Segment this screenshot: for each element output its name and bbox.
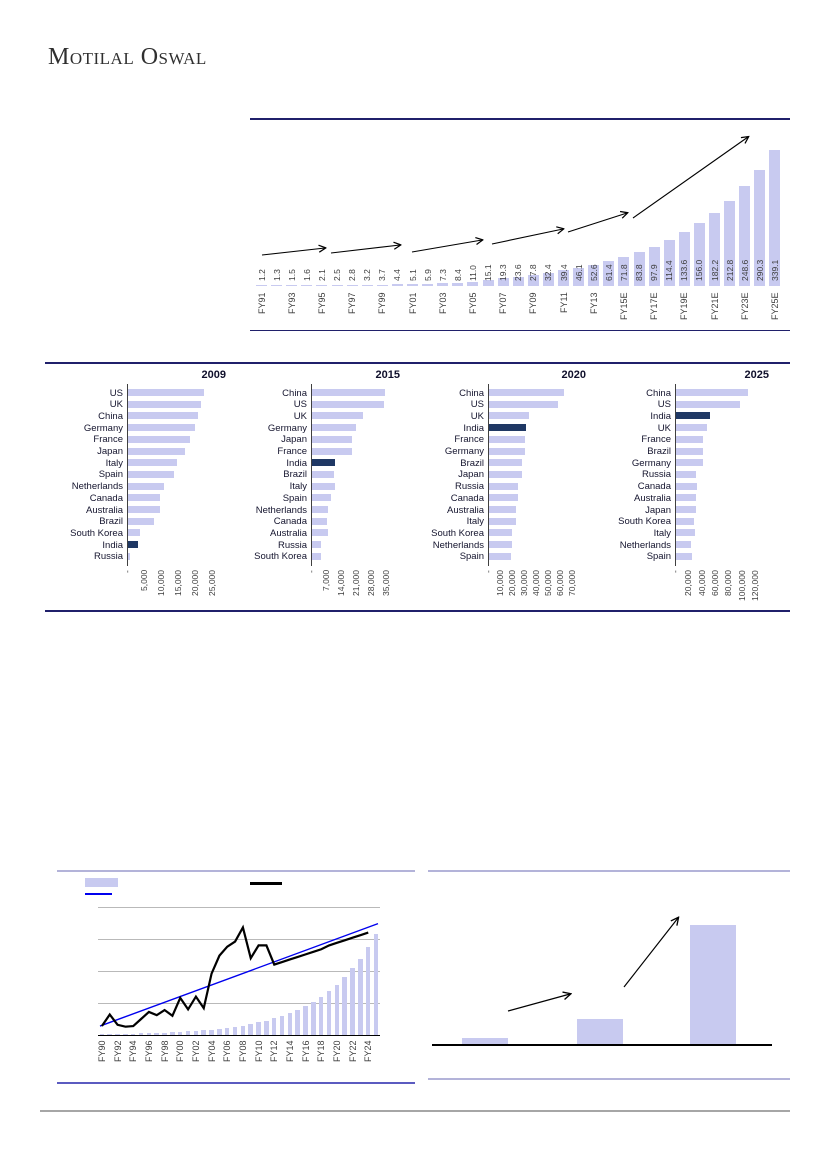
mcap-chart-2025: [45, 364, 790, 610]
country-label-Japan: Japan: [458, 469, 484, 481]
x-tick-2015-0: -: [306, 570, 316, 573]
growth-bar-value-FY00: 4.4: [392, 269, 403, 281]
country-label-France: France: [454, 434, 484, 446]
country-bar-China: [676, 389, 748, 396]
country-label-China: China: [98, 410, 123, 422]
growth-bar-value-FY15E: 71.8: [618, 264, 629, 281]
growth-bar-value-FY02: 5.9: [422, 269, 433, 281]
country-label-UK: UK: [470, 410, 484, 422]
country-label-Canada: Canada: [89, 492, 123, 504]
combo-x-label-FY04: FY04: [206, 1040, 217, 1062]
x-tick-2015-3: 21,000: [351, 570, 361, 596]
x-tick-2009-0: -: [122, 570, 132, 573]
growth-x-label-FY15E: FY15E: [618, 292, 629, 320]
growth-bar-value-FY21E: 182.2: [709, 259, 720, 281]
country-label-Italy: Italy: [653, 527, 671, 539]
country-label-US: US: [109, 387, 123, 399]
growth-bar-value-FY20E: 156.0: [694, 259, 705, 281]
country-label-Canada: Canada: [637, 481, 671, 493]
country-label-Australia: Australia: [447, 504, 484, 516]
growth-bar-value-FY01: 5.1: [407, 269, 418, 281]
country-label-Italy: Italy: [466, 516, 484, 528]
country-label-China: China: [646, 387, 671, 399]
growth-x-label-FY99: FY99: [377, 292, 388, 314]
country-bar-Germany: [676, 459, 702, 466]
x-tick-2020-7: 70,000: [567, 570, 577, 596]
combo-x-label-FY16: FY16: [300, 1040, 311, 1062]
combo-x-label-FY14: FY14: [284, 1040, 295, 1062]
x-tick-2015-4: 28,000: [366, 570, 376, 596]
x-tick-2020-0: -: [483, 570, 493, 573]
growth-x-label-FY03: FY03: [437, 292, 448, 314]
growth-bar-value-FY91: 1.2: [256, 269, 267, 281]
country-label-Australia: Australia: [270, 527, 307, 539]
growth-bar-value-FY17E: 97.9: [649, 264, 660, 281]
country-bar-US: [676, 401, 740, 408]
country-bar-Italy: [676, 529, 694, 536]
country-label-Netherlands: Netherlands: [71, 481, 123, 493]
growth-bar-value-FY07: 19.3: [498, 264, 509, 281]
country-label-Netherlands: Netherlands: [255, 504, 307, 516]
country-bar-Japan: [676, 506, 696, 513]
country-label-Spain: Spain: [459, 551, 484, 563]
growth-bar-value-FY96: 2.5: [332, 269, 343, 281]
combo-lines-overlay: [57, 872, 415, 1082]
country-label-Germany: Germany: [267, 422, 307, 434]
x-tick-2020-3: 30,000: [519, 570, 529, 596]
growth-arrows-overlay: [250, 120, 790, 330]
country-bar-UK: [676, 424, 707, 431]
combo-x-label-FY20: FY20: [331, 1040, 342, 1062]
country-label-India: India: [650, 410, 671, 422]
growth-bar-value-FY03: 7.3: [437, 269, 448, 281]
combo-x-label-FY98: FY98: [159, 1040, 170, 1062]
growth-bar-value-FY05: 11.0: [467, 265, 478, 281]
growth-bar-value-FY98: 3.2: [362, 269, 373, 281]
growth-bar-value-FY04: 8.4: [452, 269, 463, 281]
country-label-Spain: Spain: [646, 551, 671, 563]
x-tick-2020-4: 40,000: [531, 570, 541, 596]
country-label-Spain: Spain: [282, 492, 307, 504]
country-label-Australia: Australia: [634, 492, 671, 504]
x-tick-2015-2: 14,000: [336, 570, 346, 596]
country-label-Germany: Germany: [444, 446, 484, 457]
country-label-China: China: [459, 387, 484, 399]
country-label-Russia: Russia: [641, 469, 671, 481]
country-label-Italy: Italy: [289, 481, 307, 493]
country-label-India: India: [463, 422, 484, 434]
growth-x-label-FY93: FY93: [286, 292, 297, 314]
growth-x-label-FY09: FY09: [528, 292, 539, 314]
x-tick-2025-0: -: [670, 570, 680, 573]
country-label-Canada: Canada: [273, 516, 307, 528]
growth-x-label-FY95: FY95: [316, 292, 327, 314]
footer-divider: [40, 1110, 790, 1112]
x-tick-2025-4: 80,000: [723, 570, 734, 596]
growth-bar-value-FY94: 1.6: [301, 269, 312, 281]
x-tick-2025-3: 60,000: [710, 570, 720, 596]
growth-x-label-FY13: FY13: [588, 292, 599, 314]
combo-x-label-FY94: FY94: [128, 1040, 139, 1062]
x-tick-2015-1: 7,000: [321, 570, 331, 592]
growth-bar-value-FY24E: 290.3: [754, 259, 765, 281]
x-tick-2020-5: 50,000: [543, 570, 553, 596]
country-label-France: France: [93, 434, 123, 446]
growth-bar-value-FY14: 61.4: [603, 264, 614, 281]
growth-bar-value-FY99: 3.7: [377, 269, 388, 281]
combo-x-label-FY00: FY00: [175, 1040, 186, 1062]
x-tick-2025-5: 100,000: [736, 570, 747, 601]
country-bar-Brazil: [676, 448, 702, 455]
growth-bar-value-FY18E: 114.4: [664, 260, 675, 281]
country-label-France: France: [277, 446, 307, 457]
x-tick-2009-2: 10,000: [156, 570, 166, 596]
x-tick-2025-1: 20,000: [683, 570, 694, 596]
chart-title-2009: 2009: [201, 369, 226, 381]
growth-x-label-FY17E: FY17E: [649, 292, 660, 320]
x-tick-2009-5: 25,000: [207, 570, 217, 596]
country-bar-Netherlands: [676, 541, 691, 548]
growth-bar-value-FY92: 1.3: [271, 269, 282, 281]
x-tick-2025-2: 40,000: [696, 570, 707, 596]
country-label-Germany: Germany: [631, 457, 671, 469]
growth-x-label-FY01: FY01: [407, 292, 418, 314]
country-label-Japan: Japan: [281, 434, 307, 446]
country-bar-Spain: [676, 553, 692, 560]
combo-x-label-FY22: FY22: [347, 1040, 358, 1062]
growth-bar-value-FY10: 32.4: [543, 264, 554, 281]
x-tick-2009-4: 20,000: [190, 570, 200, 596]
country-label-India: India: [102, 539, 123, 551]
country-label-Russia: Russia: [277, 539, 307, 551]
combo-x-label-FY02: FY02: [190, 1040, 201, 1062]
growth-bar-value-FY93: 1.5: [286, 269, 297, 281]
growth-x-label-FY05: FY05: [467, 292, 478, 314]
growth-bar-value-FY97: 2.8: [347, 269, 358, 281]
x-tick-2020-6: 60,000: [555, 570, 565, 596]
x-tick-2015-5: 35,000: [381, 570, 391, 596]
stage-arrows-overlay: [428, 872, 790, 1078]
country-bar-Russia: [676, 471, 696, 478]
country-label-UK: UK: [109, 399, 123, 411]
growth-x-label-FY11: FY11: [558, 292, 569, 313]
country-label-Brazil: Brazil: [99, 516, 123, 528]
india-growth-chart: [250, 118, 790, 331]
growth-bar-value-FY06: 15.1: [483, 264, 494, 281]
growth-bar-value-FY16E: 83.8: [634, 264, 645, 281]
country-label-Netherlands: Netherlands: [432, 539, 484, 551]
country-label-Brazil: Brazil: [283, 469, 307, 481]
logo-text: Motilal Oswal: [48, 44, 207, 70]
growth-x-label-FY97: FY97: [347, 292, 358, 314]
country-label-Japan: Japan: [645, 504, 671, 516]
growth-x-label-FY07: FY07: [498, 292, 509, 314]
combo-x-label-FY10: FY10: [253, 1040, 264, 1062]
chart-title-2015: 2015: [375, 369, 400, 381]
country-label-Netherlands: Netherlands: [619, 539, 671, 551]
country-label-Russia: Russia: [93, 551, 123, 563]
motilal-oswal-logo: [48, 44, 207, 71]
country-label-South Korea: South Korea: [618, 516, 671, 528]
growth-bar-value-FY09: 27.8: [528, 264, 539, 281]
country-bar-India: [676, 412, 709, 419]
country-label-South Korea: South Korea: [431, 527, 484, 539]
combo-x-label-FY12: FY12: [269, 1040, 280, 1062]
country-label-Russia: Russia: [454, 481, 484, 493]
country-bar-South Korea: [676, 518, 694, 525]
country-label-France: France: [641, 434, 671, 446]
growth-x-label-FY21E: FY21E: [709, 292, 720, 320]
growth-x-label-FY23E: FY23E: [739, 292, 750, 320]
combo-x-label-FY92: FY92: [112, 1040, 123, 1062]
country-label-Australia: Australia: [86, 504, 123, 516]
country-label-Germany: Germany: [83, 422, 123, 434]
x-tick-2009-3: 15,000: [173, 570, 183, 596]
growth-x-label-FY19E: FY19E: [679, 292, 690, 320]
country-label-China: China: [282, 387, 307, 399]
country-label-Spain: Spain: [98, 469, 123, 481]
growth-bar-value-FY95: 2.1: [316, 269, 327, 281]
chart-title-2025: 2025: [744, 369, 769, 381]
country-label-South Korea: South Korea: [70, 527, 123, 539]
country-label-US: US: [470, 399, 484, 411]
chart-title-2020: 2020: [561, 369, 586, 381]
combo-x-label-FY24: FY24: [363, 1040, 374, 1062]
growth-bar-value-FY13: 52.6: [588, 264, 599, 281]
country-label-Italy: Italy: [105, 457, 123, 469]
growth-bar-value-FY25E: 339.1: [769, 259, 780, 281]
growth-x-label-FY91: FY91: [256, 292, 267, 314]
x-tick-2009-1: 5,000: [139, 570, 149, 592]
combo-x-label-FY90: FY90: [96, 1040, 107, 1062]
country-label-Japan: Japan: [97, 446, 123, 457]
growth-bar-value-FY22E: 212.8: [724, 259, 735, 281]
growth-bar-value-FY11: 39.4: [558, 264, 569, 281]
country-label-US: US: [657, 399, 671, 411]
growth-bar-value-FY12: 46.1: [573, 264, 584, 281]
country-label-US: US: [293, 399, 307, 411]
combo-x-label-FY18: FY18: [316, 1040, 327, 1062]
combo-x-label-FY96: FY96: [143, 1040, 154, 1062]
x-tick-2020-1: 10,000: [495, 570, 505, 596]
country-label-UK: UK: [657, 422, 671, 434]
three-stage-bar-chart: [428, 870, 790, 1080]
growth-bar-value-FY08: 23.6: [513, 264, 524, 281]
x-tick-2020-2: 20,000: [507, 570, 517, 596]
growth-x-label-FY25E: FY25E: [769, 292, 780, 320]
market-cap-comparison-panel: [45, 362, 790, 612]
country-label-India: India: [286, 457, 307, 469]
growth-bar-value-FY23E: 248.6: [739, 259, 750, 281]
combo-x-label-FY06: FY06: [222, 1040, 233, 1062]
country-label-South Korea: South Korea: [254, 551, 307, 563]
country-bar-France: [676, 436, 703, 443]
country-label-UK: UK: [293, 410, 307, 422]
country-bar-Australia: [676, 494, 696, 501]
country-label-Brazil: Brazil: [460, 457, 484, 469]
country-bar-Canada: [676, 483, 696, 490]
combo-trend-chart: [57, 870, 415, 1084]
country-label-Canada: Canada: [450, 492, 484, 504]
x-tick-2025-6: 120,000: [750, 570, 760, 601]
country-label-Brazil: Brazil: [647, 446, 671, 457]
combo-x-label-FY08: FY08: [237, 1040, 248, 1062]
growth-bar-value-FY19E: 133.6: [679, 259, 690, 281]
